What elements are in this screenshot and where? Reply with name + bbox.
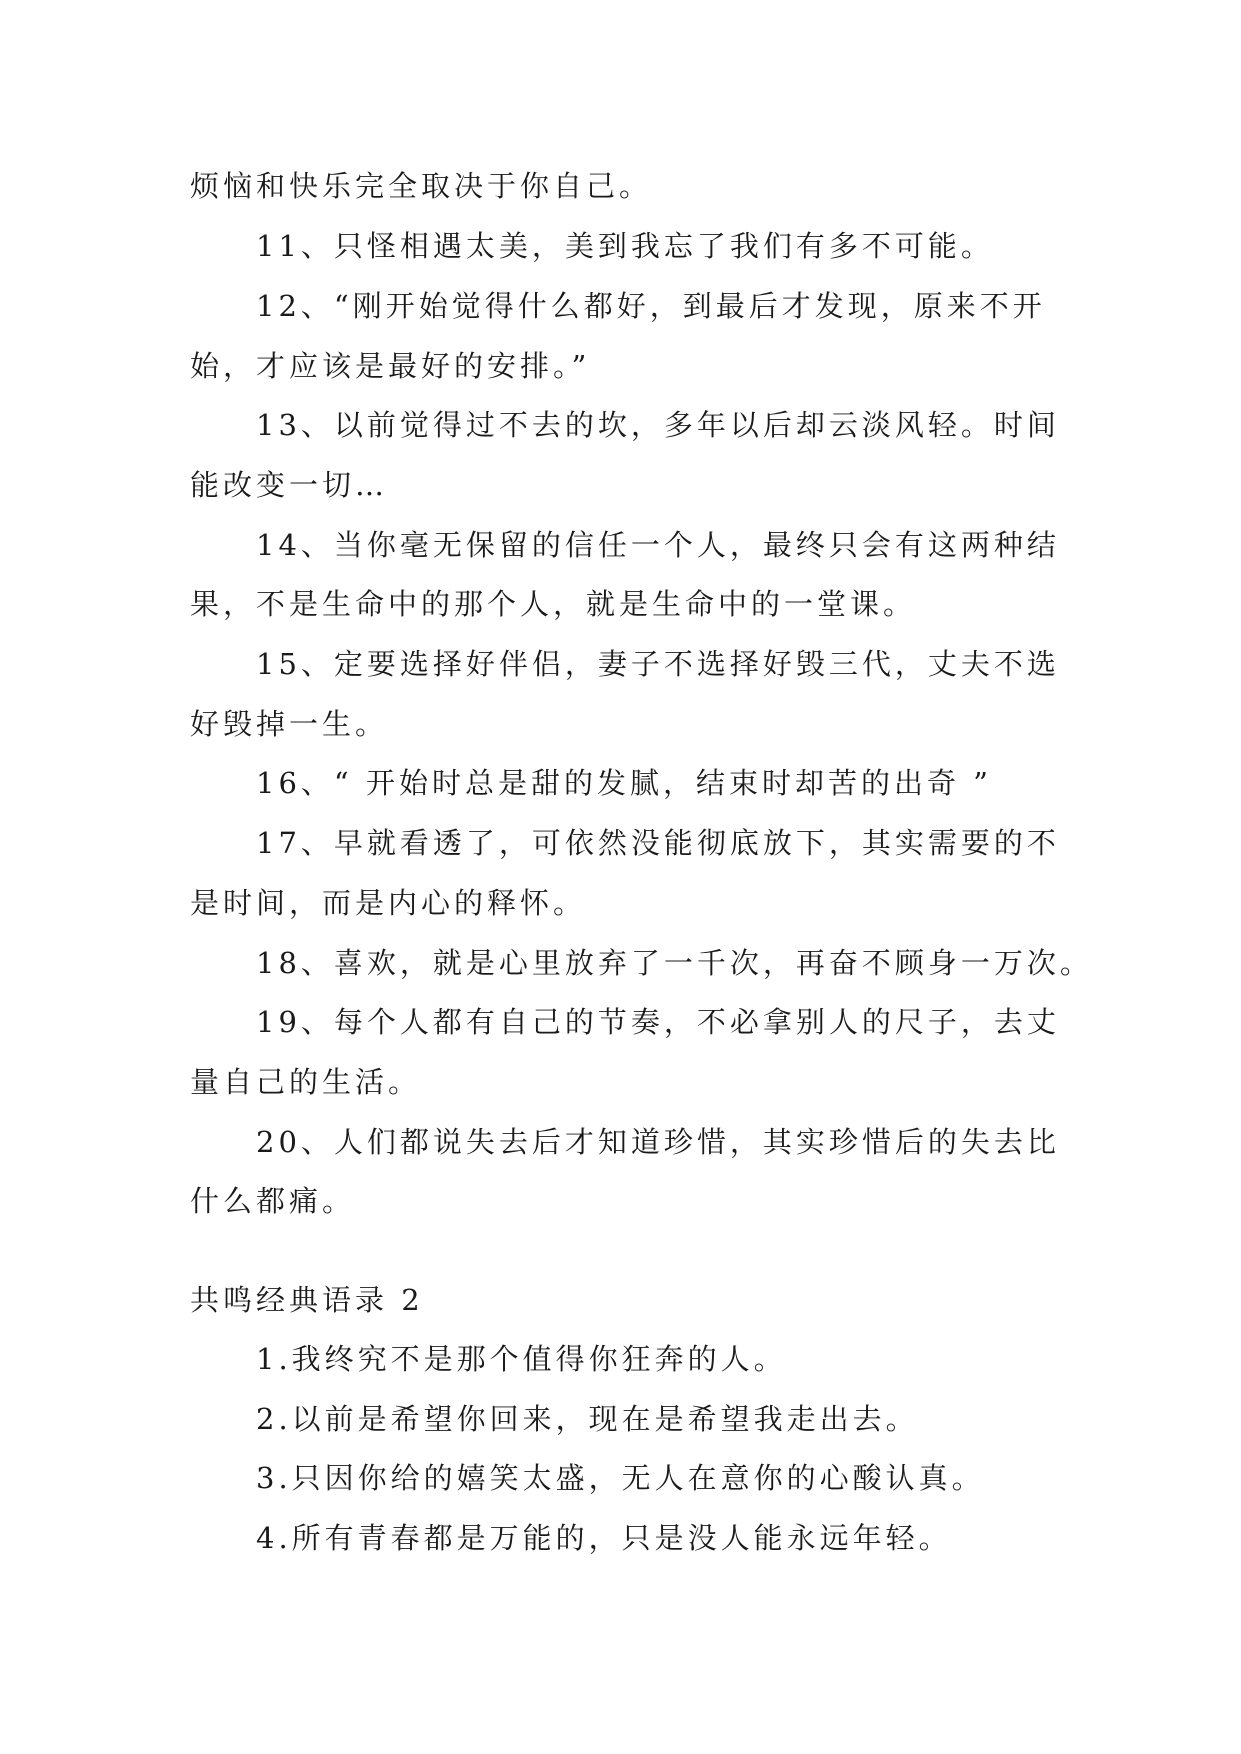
paragraph-line: 是时间，而是内心的释怀。 [190, 886, 587, 920]
list-item: 3.只因你给的嬉笑太盛，无人在意你的心酸认真。 [256, 1461, 985, 1495]
paragraph-line: 什么都痛。 [190, 1184, 356, 1218]
paragraph-line: 17、早就看透了，可依然没能彻底放下，其实需要的不 [256, 826, 1060, 860]
paragraph-line: 果，不是生命中的那个人，就是生命中的一堂课。 [190, 587, 917, 621]
paragraph-line: 13、以前觉得过不去的坎，多年以后却云淡风轻。时间 [256, 408, 1060, 442]
paragraph-line: 16、“ 开始时总是甜的发腻，结束时却苦的出奇 ” [256, 766, 992, 800]
paragraph-line: 14、当你毫无保留的信任一个人，最终只会有这两种结 [256, 528, 1060, 562]
paragraph-line: 11、只怪相遇太美，美到我忘了我们有多不可能。 [256, 229, 994, 263]
list-item: 2.以前是希望你回来，现在是希望我走出去。 [256, 1402, 919, 1436]
list-item: 1.我终究不是那个值得你狂奔的人。 [256, 1342, 787, 1376]
paragraph-line: 12、“刚开始觉得什么都好，到最后才发现，原来不开 [256, 289, 1046, 323]
paragraph-line: 好毁掉一生。 [190, 707, 389, 741]
list-item: 4.所有青春都是万能的，只是没人能永远年轻。 [256, 1521, 952, 1555]
paragraph-line: 18、喜欢，就是心里放弃了一千次，再奋不顾身一万次。 [256, 946, 1093, 980]
section-title: 共鸣经典语录 2 [190, 1283, 424, 1317]
paragraph-line: 19、每个人都有自己的节奏，不必拿别人的尺子，去丈 [256, 1005, 1060, 1039]
paragraph-line: 能改变一切… [190, 468, 389, 502]
paragraph-line: 烦恼和快乐完全取决于你自己。 [190, 169, 653, 203]
paragraph-line: 始，才应该是最好的安排。” [190, 349, 591, 383]
paragraph-line: 20、人们都说失去后才知道珍惜，其实珍惜后的失去比 [256, 1125, 1060, 1159]
paragraph-line: 量自己的生活。 [190, 1065, 422, 1099]
paragraph-line: 15、定要选择好伴侣，妻子不选择好毁三代，丈夫不选 [256, 647, 1060, 681]
